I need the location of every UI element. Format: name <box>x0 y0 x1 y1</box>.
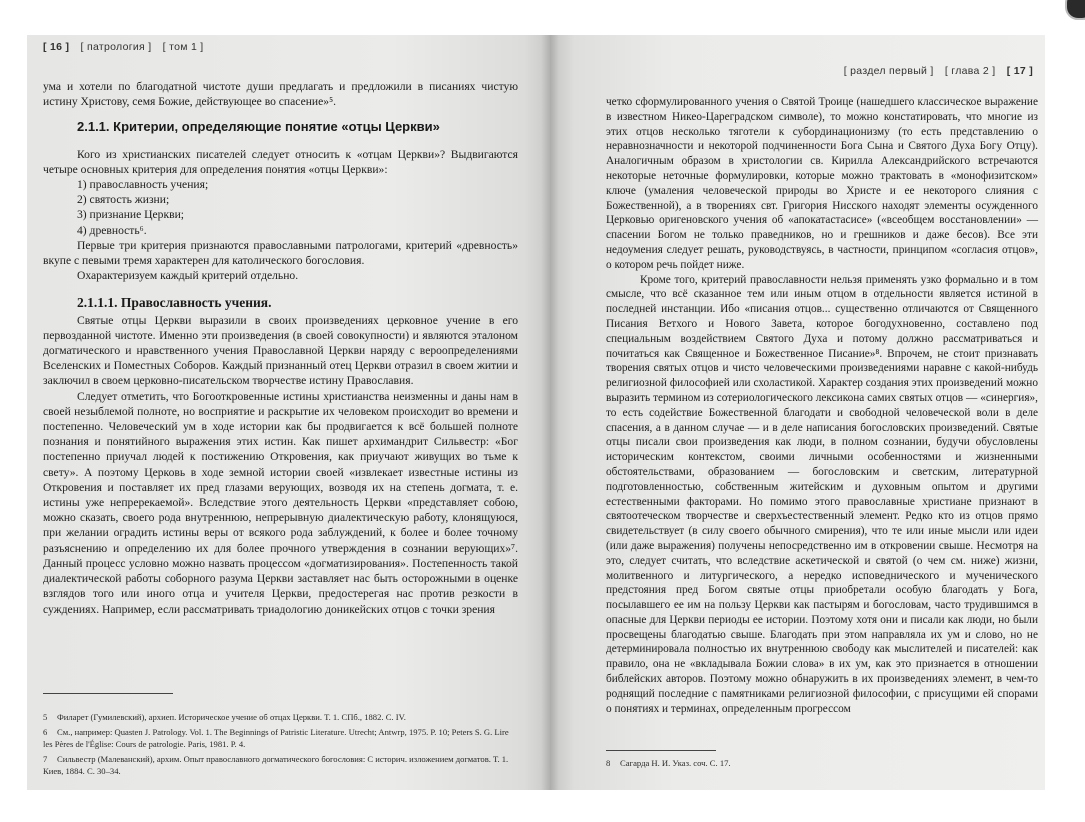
footnote-number: 8 <box>606 758 611 768</box>
footnote-text: Сагарда Н. И. Указ. соч. С. 17. <box>620 758 731 768</box>
right-header-part: [ раздел первый ] <box>843 65 934 77</box>
right-footnote-rule <box>606 750 716 751</box>
left-page <box>27 35 550 790</box>
footnote-number: 5 <box>43 712 48 722</box>
list-item: 1) православность учения; <box>77 178 209 192</box>
right-page-number: [ 17 ] <box>1006 65 1033 77</box>
footnote <box>43 726 518 750</box>
paragraph: четко сформулированного учения о Святой Троице (нашедшего классическое выражение в известном Никео-Цареградском символе), то можно констатировать, что многие из этих отцов несколько тяготели к субординационизму (то есть представлению о неравнозначности и некоторой подчиненности Бога Сына и Святого Духа Богу Отцу). Аналогичным образом в христологии св. Кирилла Александрийского встречаются некоторые неточные формулировки, которые можно трактовать в «монофизитском» ключе (умаления человеческой природы во Христе и ее некоторого слияния с Божественной), а в творениях свт. Григория Нисского находят элементы осужденного Церковью оригеновского учения об «апокатастасисе» («всеобщем восстановлении» — спасении Богом не только праведников, но и грешников и даже бесов). Все эти недоумения следует решать, руководствуясь, в частности, принципом «согласия отцов», о котором речь пойдет ниже. <box>606 96 1038 271</box>
right-header-chapter: [ глава 2 ] <box>944 65 996 77</box>
list-item: 3) признание Церкви; <box>77 208 184 222</box>
list-item: 2) святость жизни; <box>77 193 170 207</box>
footnote <box>43 711 518 723</box>
left-header-section: [ патрология ] <box>80 41 152 53</box>
footnote-text: См., например: Quasten J. Patrology. Vol. 1. The Beginnings of Patristic Literature. Utrecht; Antwrp, 1975. P. 10; Peters S. G. Lire les Pères de l'Église: Cours de patrologie. Paris, 1981. P. 4. <box>43 727 509 749</box>
book-gutter <box>541 35 559 790</box>
footnote <box>43 753 518 777</box>
paragraph: Кого из христианских писателей следует относить к «отцам Церкви»? Выдвигаются четыре основных критерия для определения понятия «отцы Церкви»: <box>43 147 518 176</box>
left-running-header <box>43 41 204 53</box>
left-body-text <box>43 79 518 617</box>
left-footnote-rule <box>43 693 173 694</box>
paragraph: Первые три критерия признаются православными патрологами, критерий «древность» вкупе с певыми тремя характерен для католического богословия. <box>43 238 518 268</box>
left-footnotes <box>43 711 518 780</box>
right-page <box>550 35 1045 790</box>
subsection-heading: 2.1.1.1. Православность учения. <box>77 295 272 311</box>
paragraph: Кроме того, критерий православности нельзя применять узко формально и в том смысле, что всё сказанное тем или иным отцом в отдельности является истиной в последней инстанции. Ибо «писания отцов... существенно отличаются от Священного Писания Ветхого и Нового Завета, которое богодухновенно, составлено под специальным воздействием Святого Духа и потому должно рассматриваться и почитаться как Священное и Божественное Писание»⁸. Впрочем, не стоит признавать творения святых отцов и чисто человеческими произведениями наравне с какой-нибудь религиозной философией или схоластикой. Характер создания этих произведений можно выразить термином из сотериологического лексикона самих святых отцов — «синергия», то есть содействие Божественной благодати и свободной человеческой воли в деле спасения, а в данном случае — и в деле написания богословских произведений. Святые отцы писали свои произведения как люди, в полном сознании, будучи обусловлены историческим контекстом, своими личными особенностями и жизненными обстоятельствами, образованием — богословским и светским, литературной подготовленностью, собственным житейским и духовным опытом и другими естественными факторами. Но помимо этого православные христиане признают в святоотеческом творчестве и сверхъестественный элемент. Редко кто из отцов прямо свидетельствует (в силу своего обычного смирения), что те или иные мысли или идеи (или даже выражения) получены непосредственно им в откровении свыше. Несмотря на это, следует считать, что вследствие аскетической и святой (о чем см. ниже) жизни, молитвенного и литургического, а нередко исповеднического и мученического предстояния пред Богом святые отцы приобретали особую благодать у Бога, посылавшего ее им на пользу Церкви как пастырям и богословам, часто трудившимся в опасные для Церкви периоды ее истории. Поэтому хотя они и писали как люди, но были просвещены благодатью свыше. Благодать при этом направляла их ум и слово, но не детерминировала полностью их внутреннюю свободу как мыслителей и писателей: как правило, она не «вкладывала Божии слова» в их ум, как это признается в отношении библейских авторов. Поэтому можно обнаружить в их произведениях элемент, в чем-то роднящий последние с памятниками религиозной философии, с присущими ей спорами о понятиях и терминах, определенным прогрессом <box>606 273 1038 715</box>
list-item: 4) древность⁶. <box>77 223 147 237</box>
right-running-header <box>844 65 1033 77</box>
footnote-text: Филарет (Гумилевский), архиеп. Историческое учение об отцах Церкви. Т. 1. СПб., 1882. С. IV. <box>57 712 406 722</box>
paragraph: ума и хотели по благодатной чистоте души предлагать и предложили в писаниях чистую истину Христову, семя Божие, действующее во спасение»⁵. <box>43 80 518 109</box>
footnote-number: 6 <box>43 727 48 737</box>
paragraph: Следует отметить, что Богооткровенные истины христианства неизменны и даны нам в своей незыблемой полноте, но восприятие и раскрытие их человеком происходит во времени и постепенно. Человеческий ум в ходе истории как бы продвигается к всё большей полноте познания и понятийного выражения этих истин. Как пишет архимандрит Сильвестр: «Бог постепенно приучал людей к постижению Откровения, как приучают живущих во тьме к свету». А поэтому Церковь в ходе земной истории своей «извлекает известные истины из Откровения и поставляет их пред глазами верующих, возводя их на степень догмата, т. е. истины уже непререкаемой». Вследствие этого деятельность Церкви «представляет собою, можно сказать, своего рода внутреннюю, непрерывную диалектическую работу, клонящуюся, при желании оградить истины веры от всякого рода заблуждений, к более и более точному разъяснению и определению их для более прочного утверждения в сознании верующих»⁷. Данный процесс условно можно назвать процессом «догматизирования». Постепенность такой диалектической работы соборного разума Церкви заставляет нас быть осторожными в оценке взглядов того или иного отца и учителя Церкви, предостерегая нас против резкости в суждениях. Например, если рассматривать триадологию доникейских отцов с точки зрения <box>43 389 518 616</box>
close-icon[interactable] <box>1065 0 1085 20</box>
right-footnotes <box>606 757 1038 772</box>
paragraph: Охарактеризуем каждый критерий отдельно. <box>77 269 299 283</box>
footnote <box>606 757 1038 769</box>
right-body-text <box>606 95 1038 716</box>
footnote-text: Сильвестр (Малеванский), архим. Опыт православного догматического богословия: С историч. изложением догматов. Т. 1. Киев, 1884. С. 30–34. <box>43 754 509 776</box>
book-spread <box>27 35 1045 790</box>
left-page-number: [ 16 ] <box>43 41 70 53</box>
paragraph: Святые отцы Церкви выразили в своих произведениях церковное учение в его первозданной чистоте. Именно эти произведения (в своей совокупности) и являются эталоном догматического и нравственного учения Православной Церкви наряду с вероопределениями Вселенских и Поместных Соборов. Каждый признанный отец Церкви отразил в своем житии и заключил в своем церковно-писательском творчестве истину Православия. <box>43 313 518 388</box>
section-heading: 2.1.1. Критерии, определяющие понятие «отцы Церкви» <box>77 119 440 135</box>
footnote-number: 7 <box>43 754 48 764</box>
left-header-volume: [ том 1 ] <box>162 41 204 53</box>
